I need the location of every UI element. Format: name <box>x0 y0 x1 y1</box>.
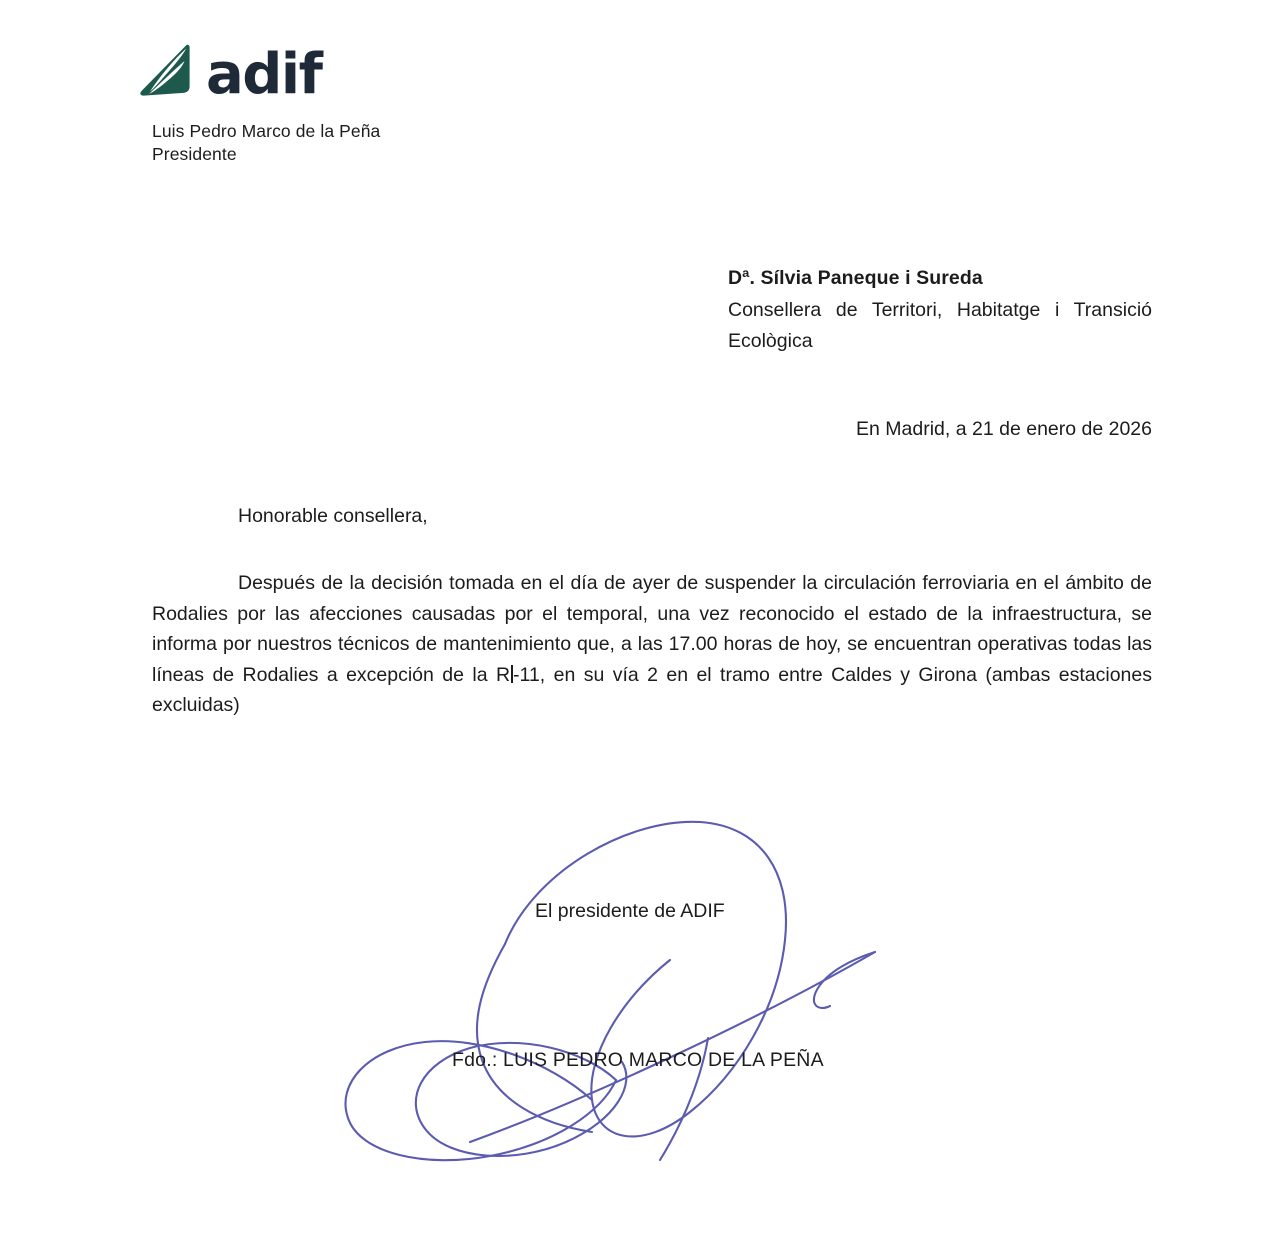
body-text-part-1: Después de la decisión tomada en el día de ayer de suspender la circulación ferroviaria en el ámbito de Rodalies por las afecciones causadas por el temporal, una vez reconocido el estado de la infraestructura, se informa por nuestros técnicos de mantenimiento que, a las 17.00 horas de hoy, se encuentran operativas todas las líneas de Rodalies a excepción de la R <box>152 572 1152 686</box>
signature-caption: El presidente de ADIF <box>535 900 725 922</box>
adif-logo <box>138 36 558 112</box>
date-line: En Madrid, a 21 de enero de 2026 <box>856 418 1152 440</box>
sender-title: Presidente <box>152 144 237 165</box>
recipient-name: Dª. Sílvia Paneque i Sureda <box>728 267 983 289</box>
body-text-part-2: -11, en su vía 2 en el tramo entre Caldes y Girona (ambas estaciones excluidas) <box>152 663 1152 717</box>
sender-block <box>152 120 558 167</box>
signature-block <box>330 812 950 1172</box>
body-paragraph <box>152 568 1152 721</box>
letterhead <box>138 36 558 167</box>
sender-name: Luis Pedro Marco de la Peña <box>152 121 381 141</box>
recipient-block <box>728 263 1152 358</box>
adif-wordmark: adif <box>206 42 322 107</box>
recipient-role-text: Consellera de Territori, Habitatge i Transició Ecològica <box>728 298 1152 353</box>
handwritten-signature-icon <box>330 812 950 1172</box>
recipient-role <box>728 295 1152 358</box>
signature-name: Fdo.: LUIS PEDRO MARCO DE LA PEÑA <box>452 1049 824 1071</box>
adif-triangle-logo-icon <box>138 39 210 109</box>
salutation: Honorable consellera, <box>238 505 428 527</box>
